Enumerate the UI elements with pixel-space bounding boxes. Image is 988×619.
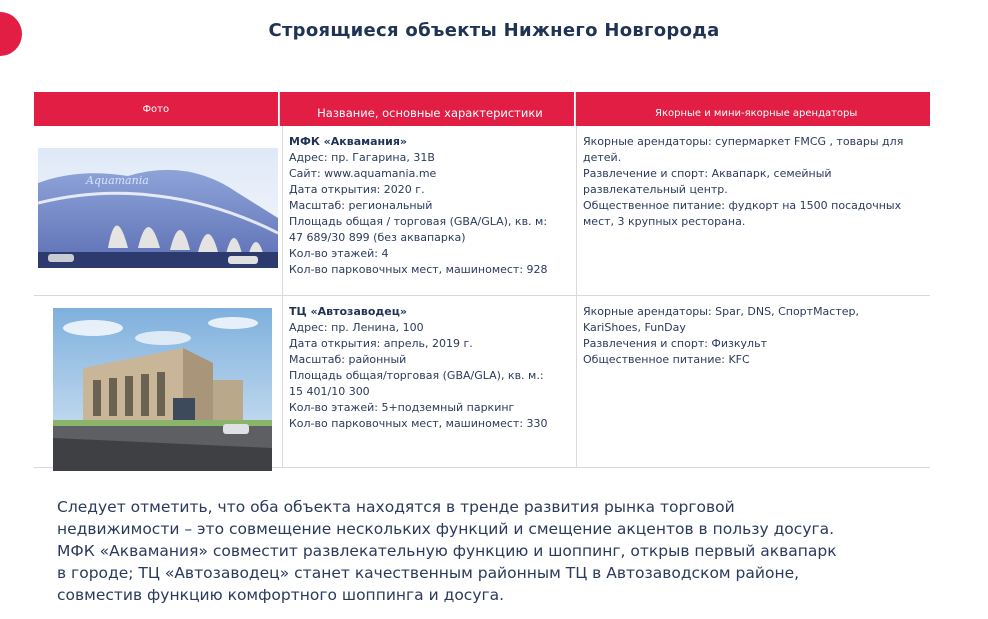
- detail-line: 47 689/30 899 (без аквапарка): [289, 231, 466, 244]
- detail-line: Кол-во парковочных мест, машиномест: 330: [289, 417, 548, 430]
- characteristics-cell: [282, 296, 576, 467]
- detail-line: Дата открытия: 2020 г.: [289, 183, 425, 196]
- detail-line: Кол-во этажей: 5+подземный паркинг: [289, 401, 515, 414]
- tenant-line: детей.: [583, 151, 622, 164]
- table-header: [34, 92, 930, 126]
- detail-line: Дата открытия: апрель, 2019 г.: [289, 337, 473, 350]
- summary-line: в городе; ТЦ «Автозаводец» станет качественным районным ТЦ в Автозаводском районе,: [57, 564, 800, 582]
- avtozavodets-photo: [53, 308, 272, 471]
- detail-line: Масштаб: районный: [289, 353, 407, 366]
- photo-cell: [34, 126, 282, 295]
- table-row: [34, 296, 930, 468]
- detail-line: Кол-во этажей: 4: [289, 247, 389, 260]
- svg-text:Aquamania: Aquamania: [86, 174, 149, 187]
- page-title: Строящиеся объекты Нижнего Новгорода: [268, 20, 720, 41]
- tenant-line: Развлечения и спорт: Физкульт: [583, 337, 767, 350]
- characteristics-cell: [282, 126, 576, 295]
- detail-line: Кол-во парковочных мест, машиномест: 928: [289, 263, 548, 276]
- header-photo: Фото: [34, 92, 279, 126]
- detail-line: 15 401/10 300: [289, 385, 370, 398]
- tenant-line: Развлечение и спорт: Аквапарк, семейный: [583, 167, 832, 180]
- header-name: Название, основные характеристики: [279, 92, 576, 126]
- detail-line: Площадь общая/торговая (GBA/GLA), кв. м.:: [289, 369, 544, 382]
- detail-line: Адрес: пр. Ленина, 100: [289, 321, 424, 334]
- summary-line: недвижимости – это совмещение нескольких функций и смещение акцентов в пользу досуга.: [57, 520, 835, 538]
- summary-line: МФК «Аквамания» совместит развлекательную функцию и шоппинг, открыв первый аквапарк: [57, 542, 837, 560]
- photo-cell: [34, 296, 282, 467]
- summary-line: совместив функцию комфортного шоппинга и досуга.: [57, 586, 505, 604]
- header-tenants: Якорные и мини-якорные арендаторы: [575, 92, 930, 126]
- object-name: МФК «Аквамания»: [289, 135, 408, 148]
- table-row: [34, 126, 930, 296]
- tenant-line: развлекательный центр.: [583, 183, 728, 196]
- tenant-line: Якорные арендаторы: Spar, DNS, СпортМастер,: [583, 305, 859, 318]
- object-name: ТЦ «Автозаводец»: [289, 305, 407, 318]
- tenant-line: KariShoes, FunDay: [583, 321, 686, 334]
- tenant-line: мест, 3 крупных ресторана.: [583, 215, 746, 228]
- summary-paragraph: [57, 496, 937, 606]
- tenant-line: Общественное питание: KFC: [583, 353, 750, 366]
- tenant-line: Общественное питание: фудкорт на 1500 посадочных: [583, 199, 902, 212]
- objects-table: [34, 92, 930, 468]
- detail-line: Масштаб: региональный: [289, 199, 433, 212]
- tenant-line: Якорные арендаторы: супермаркет FMCG , товары для: [583, 135, 904, 148]
- tenants-cell: [576, 296, 930, 467]
- summary-line: Следует отметить, что оба объекта находятся в тренде развития рынка торговой: [57, 498, 735, 516]
- detail-line: Адрес: пр. Гагарина, 31В: [289, 151, 435, 164]
- aquamania-photo: [38, 148, 278, 268]
- detail-line: Сайт: www.aquamania.me: [289, 167, 437, 180]
- detail-line: Площадь общая / торговая (GBA/GLA), кв. м:: [289, 215, 548, 228]
- tenants-cell: [576, 126, 930, 295]
